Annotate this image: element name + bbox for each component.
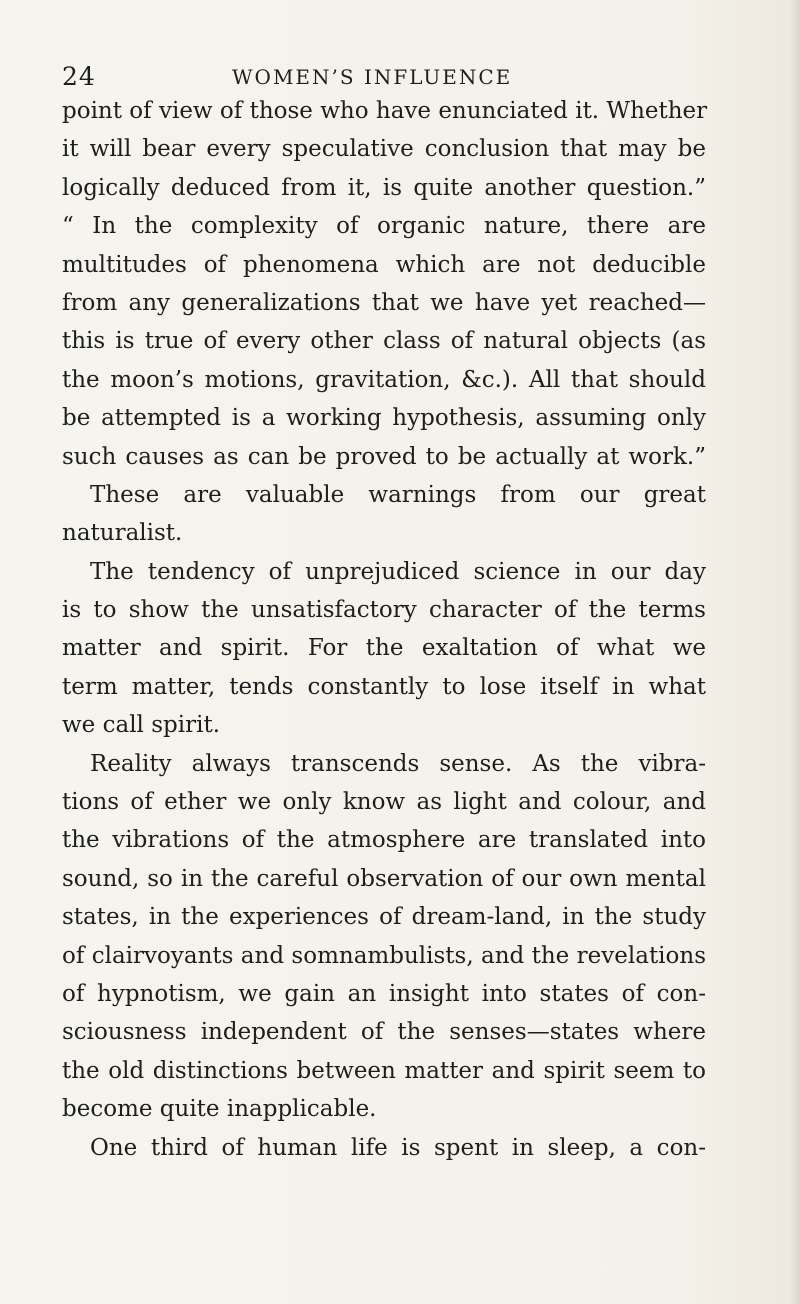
text-line: “ In the complexity of organic nature, there are [62,213,706,240]
running-title: WOMEN’S INFLUENCE [232,65,513,89]
text-line: is to show the unsatisfactory character of the terms [62,597,706,624]
page-number: 24 [62,62,96,91]
text-line: matter and spirit. For the exaltation of what we [62,635,706,662]
text-line: states, in the experiences of dream-land, in the study [62,904,706,931]
text-line: naturalist. [62,520,183,547]
text-line: of hypnotism, we gain an insight into states of con- [62,980,706,1007]
text-line: become quite inapplicable. [62,1096,377,1123]
text-line: term matter, tends constantly to lose itself in what [62,673,706,700]
running-head [62,62,702,96]
text-line: logically deduced from it, is quite another question.” [62,174,706,201]
text-line: such causes as can be proved to be actually at work.” [62,443,706,470]
text-line: sound, so in the careful observation of our own mental [62,865,706,892]
text-line: it will bear every speculative conclusion that may be [62,136,706,163]
text-line: of clairvoyants and somnambulists, and the revelations [62,942,706,969]
text-line: the old distinctions between matter and spirit seem to [62,1057,706,1084]
text-line: One third of human life is spent in sleep, a con- [90,1134,706,1161]
text-line: sciousness independent of the senses—states where [62,1019,706,1046]
text-line: tions of ether we only know as light and colour, and [62,789,706,816]
text-line: Reality always transcends sense. As the vibra- [90,750,706,777]
body-text [62,92,706,1167]
text-line: from any generalizations that we have yet reached— [62,289,706,316]
text-line: this is true of every other class of natural objects (as [62,328,706,355]
text-line: The tendency of unprejudiced science in our day [90,558,706,585]
text-line: These are valuable warnings from our great [90,481,706,508]
text-line: the moon’s motions, gravitation, &c.). All that should [62,366,706,393]
page-edge-shadow [790,0,800,1304]
text-line: we call spirit. [62,712,221,739]
text-line: be attempted is a working hypothesis, assuming only [62,405,706,432]
text-line: the vibrations of the atmosphere are translated into [62,827,706,854]
text-line: multitudes of phenomena which are not deducible [62,251,706,278]
text-line: point of view of those who have enunciated it. Whether [62,98,708,124]
